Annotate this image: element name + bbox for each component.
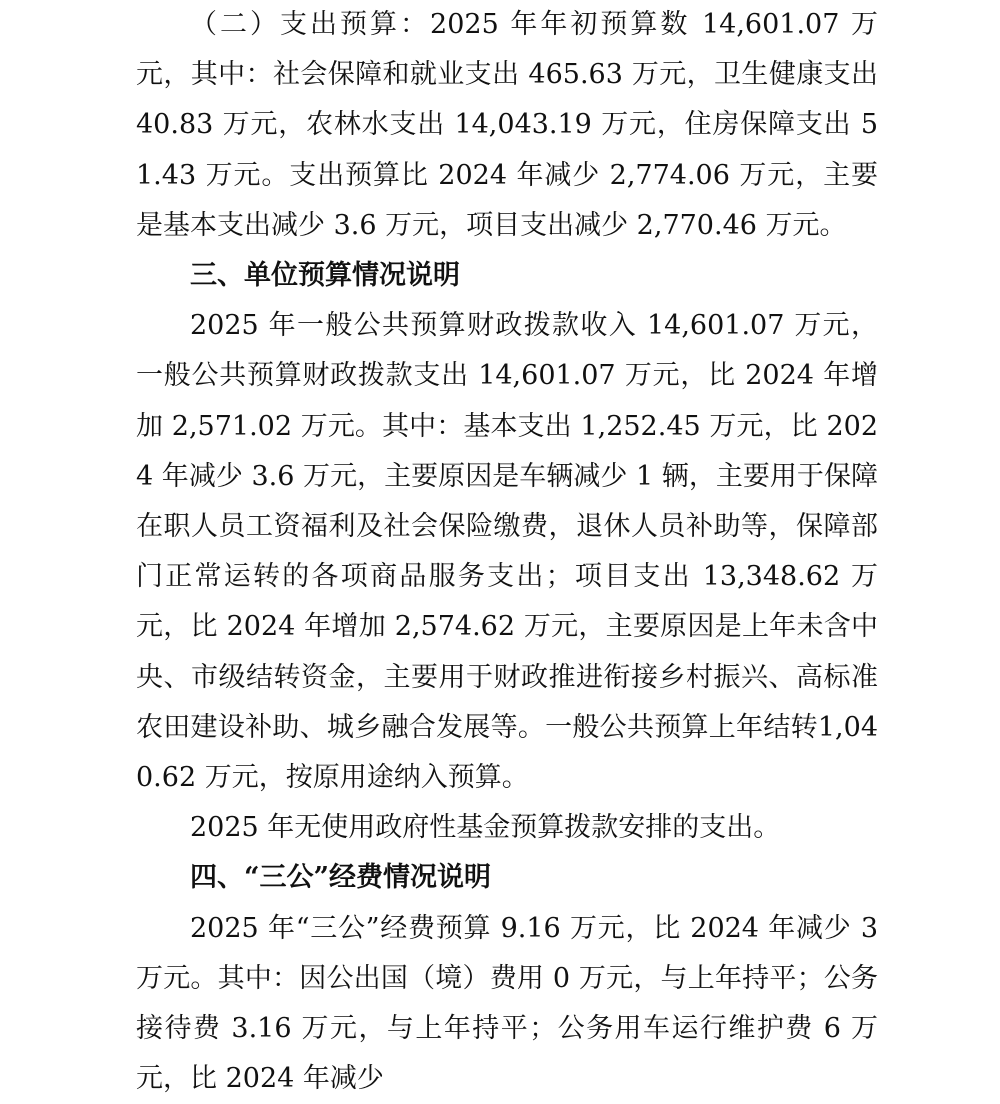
section-3-heading: 三、单位预算情况说明 [190, 260, 460, 292]
section-3-paragraph-1: 2025 年一般公共预算财政拨款收入 14,601.07 万元，一般公共预算财政拨款支出 14,601.07 万元，比 2024 年增加 2,571.02 万元。其中：基本支出 1,252.45 万元，比 2024 年减少 3.6 万元，主要原因是车辆减少 1 辆，主要用于保障在职人员工资福利及社会保险缴费，退休人员补助等，保障部门正常运转的各项商品服务支出；项目支出 13,348.62 万元，比 2024 年增加 2,574.62 万元，主要原因是上年未含中央、市级结转资金，主要用于财政推进衔接乡村振兴、高标准农田建设补助、城乡融合发展等。一般公共预算上年结转1,040.62 万元，按原用途纳入预算。 [136, 310, 878, 794]
section-3-paragraph-2: 2025 年无使用政府性基金预算拨款安排的支出。 [190, 812, 781, 844]
section-4-paragraph-1: 2025 年“三公”经费预算 9.16 万元，比 2024 年减少 3 万元。其中：因公出国（境）费用 0 万元，与上年持平；公务接待费 3.16 万元，与上年持平；公务用车运行维护费 6 万元，比 2024 年减少 [136, 912, 878, 1095]
expenditure-budget-paragraph: （二）支出预算：2025 年年初预算数 14,601.07 万元，其中：社会保障和就业支出 465.63 万元，卫生健康支出 40.83 万元，农林水支出 14,043.19 万元，住房保障支出 51.43 万元。支出预算比 2024 年减少 2,774.06 万元，主要是基本支出减少 3.6 万元，项目支出减少 2,770.46 万元。 [136, 9, 878, 241]
section-4-heading: 四、“三公”经费情况说明 [190, 862, 492, 894]
document-page [136, 0, 878, 1104]
